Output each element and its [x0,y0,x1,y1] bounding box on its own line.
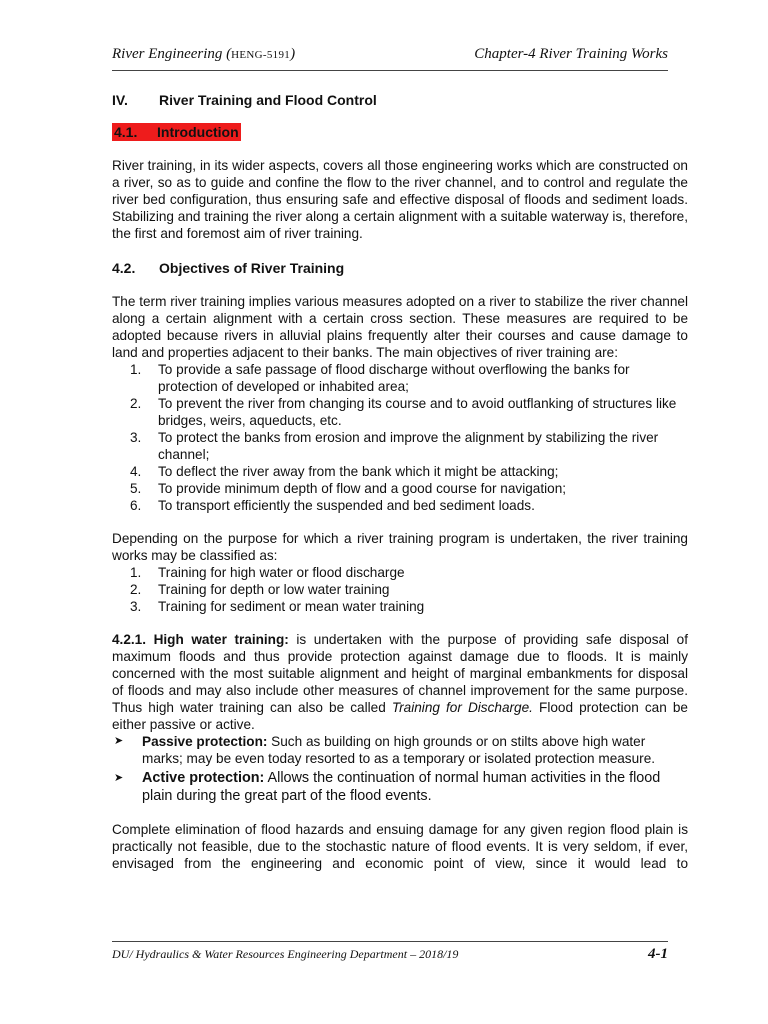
section-heading [112,92,688,109]
objectives-number: 4.2. [112,260,136,276]
list-item: 5. To provide minimum depth of flow and a good course for navigation; [130,481,567,496]
intro-paragraph: River training, in its wider aspects, covers all those engineering works which are constructed on a river, so as to guide and confine the flow to the river channel, and to control and regulate the river bed configuration, thus ensuring safe and effective disposal of floods and sediment loads. Stabilizing and training the river along a certain alignment with a suitable waterway is, therefore, the first and foremost aim of river training. [112,158,688,241]
list-item: ➤ Passive protection: Such as building on high grounds or on stilts above high water marks; may be even today resorted to as a temporary or isolated protection measure. [114,734,656,766]
list-item: 2. To prevent the river from changing its course and to avoid outflanking of structures like bridges, weirs, aqueducts, etc. [130,396,677,428]
section-number: IV. [112,92,128,108]
objectives-title: Objectives of River Training [159,260,345,276]
closing-paragraph: Complete elimination of flood hazards and ensuing damage for any given region flood plain is practically not feasible, due to the stochastic nature of flood events. It is very seldom, if ever, envisaged from the engineering and economic point of view, since it would lead to [112,822,688,871]
list-item: 1. To provide a safe passage of flood discharge without overflowing the banks for protection of developed or inhabited area; [130,362,630,394]
intro-heading [112,124,688,141]
list-item: 3. Training for sediment or mean water training [130,599,425,614]
list-item: 2. Training for depth or low water training [130,582,390,597]
high-water-paragraph: 4.2.1. High water training: is undertaken with the purpose of providing safe disposal of maximum floods and thus provide protection against damage due to floods. It is mainly concerned with the most suitable alignment and height of marginal embankments for disposal of floods and may also include other measures of channel improvement for the same purpose. Thus high water training can also be called Training for Discharge. Flood protection can be either passive or active. [112,632,688,732]
footer-rule [112,941,668,942]
arrow-bullet-icon: ➤ [114,735,124,747]
list-item: 1. Training for high water or flood discharge [130,565,405,580]
training-for-discharge: Training for Discharge. [391,700,533,715]
objectives-list [112,361,688,514]
header-course: River Engineering (HENG-5191) [112,46,296,62]
intro-title: Introduction [157,124,239,140]
intro-number: 4.1. [114,124,138,140]
list-item: 3. To protect the banks from erosion and improve the alignment by stabilizing the river channel; [130,430,659,462]
footer-department: DU/ Hydraulics & Water Resources Engineering Department – 2018/19 [112,947,459,961]
objectives-heading [112,260,688,277]
page-number: 4-1 [648,946,668,962]
classify-paragraph: Depending on the purpose for which a river training program is undertaken, the river training works may be classified as: [112,531,688,563]
section-title: River Training and Flood Control [159,92,377,108]
course-code: HENG-5191 [231,49,291,61]
running-footer [112,946,668,963]
header-rule [112,70,668,71]
list-item: 4. To deflect the river away from the bank which it might be attacking; [130,464,559,479]
list-item: ➤ Active protection: Allows the continuation of normal human activities in the flood plain during the great part of the flood events. [114,770,661,804]
protection-list [112,733,688,805]
running-header [112,46,668,63]
high-water-lead: 4.2.1. High water training: [112,632,289,647]
list-item: 6. To transport efficiently the suspended and bed sediment loads. [130,498,535,513]
classify-list [112,564,688,615]
intro-highlight [112,123,241,141]
arrow-bullet-icon: ➤ [114,772,124,784]
objectives-paragraph: The term river training implies various measures adopted on a river to stabilize the river channel along a certain alignment with a certain cross section. These measures are required to be adopted because rivers in alluvial plains frequently alter their courses and cause damage to land and properties adjacent to their banks. The main objectives of river training are: [112,294,688,360]
header-chapter: Chapter-4 River Training Works [474,46,668,62]
page-body [112,92,688,872]
